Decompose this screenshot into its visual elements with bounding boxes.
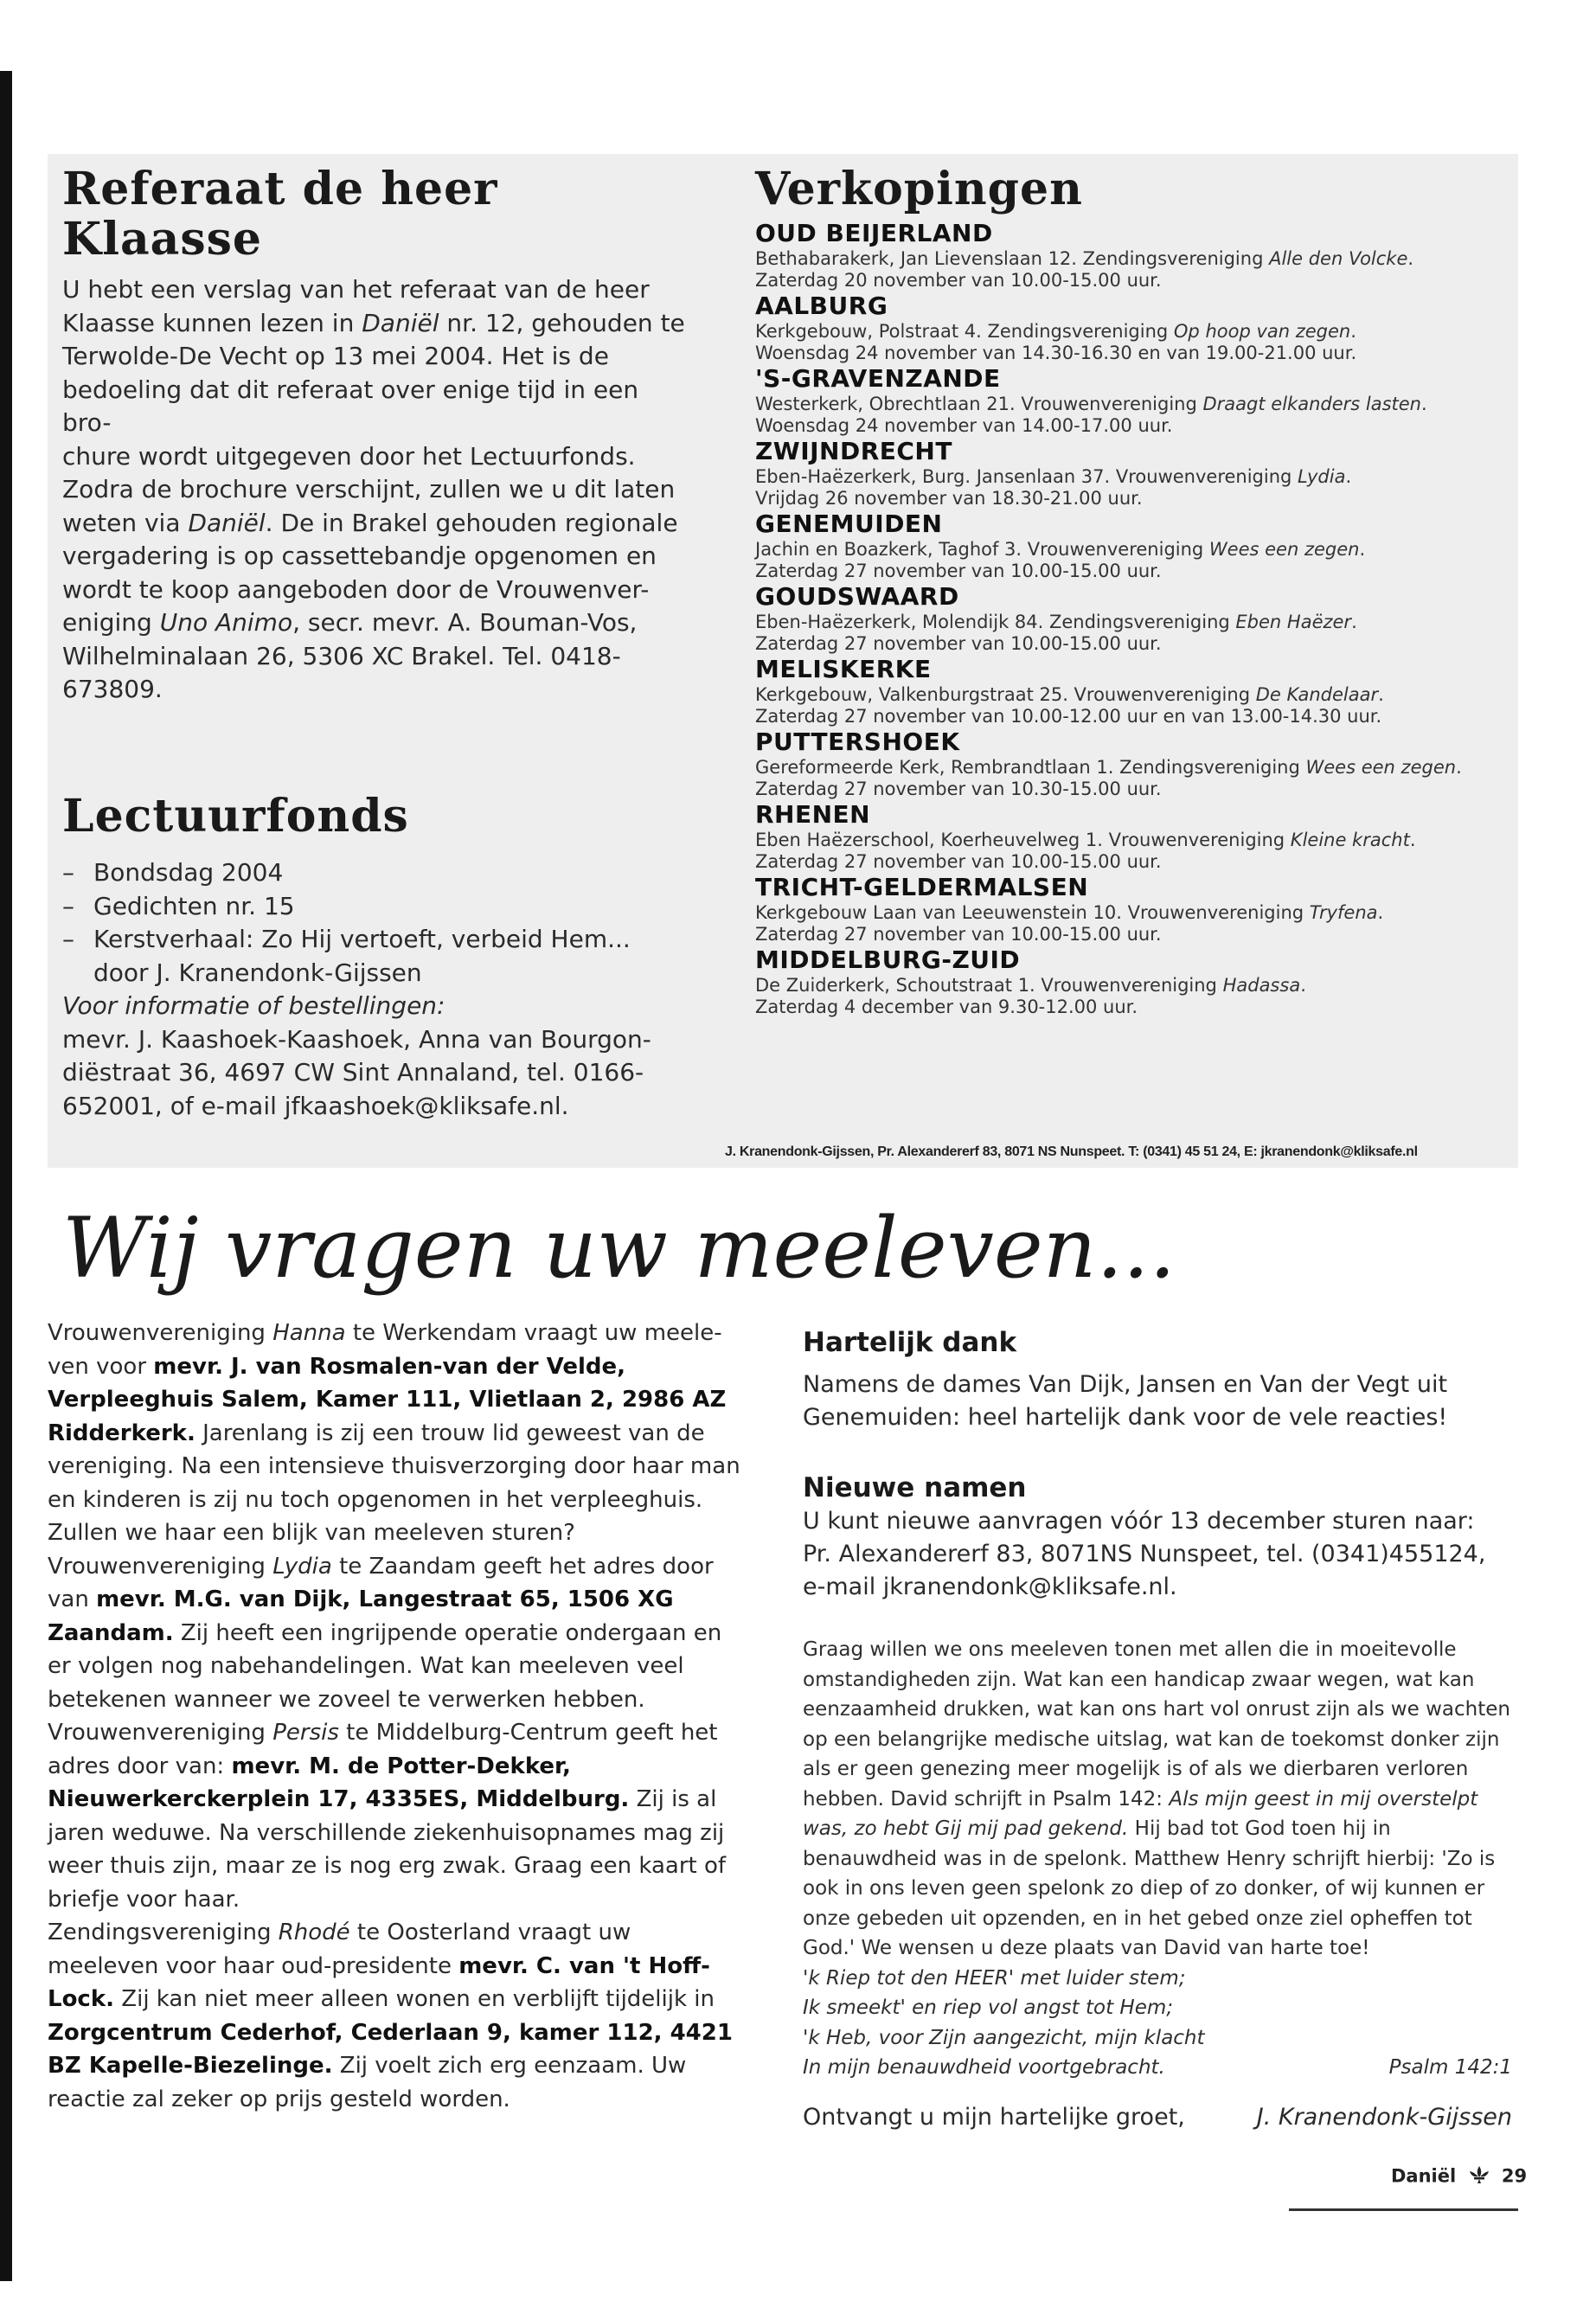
meeleven-paragraph: Vrouwenvereniging Hanna te Werkendam vraagt uw meele-ven voor mevr. J. van Rosmalen-van der Velde, Verpleeghuis Salem, Kamer 111, Vlietlaan 2, 2986 AZ Ridderkerk. Jarenlang is zij een trouw lid geweest van de vereniging. Na een intensieve thuisverzorging door haar man en kinderen is zij nu toch opgenomen in het verpleeghuis. Zullen we haar een blijk van meeleven sturen? [48,1320,740,1546]
info-label: Voor informatie of bestellingen: [62,991,445,1020]
magazine-name: Daniël [1391,2165,1457,2187]
meeleven-paragraph: Vrouwenvereniging Lydia te Zaandam geeft het adres door van mevr. M.G. van Dijk, Langestraat 65, 1506 XG Zaandam. Zij heeft een ingrijpende operatie ondergaan en er volgen nog nabehandelingen. Wat kan meeleven veel betekenen wanneer we zoveel te verwerken hebben. [48,1553,722,1713]
fleur-de-lis-icon [1468,2164,1490,2189]
meditation-text: Graag willen we ons meeleven tonen met allen die in moeitevolle omstandigheden zijn. Wat kan een handicap zwaar wegen, wat kan eenzaamheid drukken, wat kan ons hart vol onrust zijn als we wachten op een belangrijke medische uitslag, wat kan de toekomst donker zijn als er geen genezing meer mogelijk is of als we dierbaren verloren hebben. David schrijft in Psalm 142: Als mijn geest in mij overstelpt was, zo hebt Gij mij pad gekend. Hij bad tot God toen hij in benauwdheid was in de spelonk. Matthew Henry schrijft hierbij: 'Zo is ook in ons leven geen spelonk zo diep of zo donker, of wij kunnen er onze gebeden uit opzenden, en in het gebed onze ziel opheffen tot God.' We wensen u deze plaats van David van harte toe! [803,1638,1510,1959]
closing-line [803,2102,1512,2133]
lectuurfonds-list [62,856,685,990]
meeleven-paragraph: Zendingsvereniging Rhodé te Oosterland vraagt uw meeleven voor haar oud-presidente mevr. C. van 't Hoff-Lock. Zij kan niet meer alleen wonen en verblijft tijdelijk in Zorgcentrum Cederhof, Cederlaan 9, kamer 112, 4421 BZ Kapelle-Biezelinge. Zij voelt zich erg eenzaam. Uw reactie zal zeker op prijs gesteld worden. [48,1920,733,2112]
list-item: – Kerstverhaal: Zo Hij vertoeft, verbeid Hem... [62,923,685,957]
meeleven-paragraph: Vrouwenvereniging Persis te Middelburg-Centrum geeft het adres door van: mevr. M. de Potter-Dekker, Nieuwerkerckerplein 17, 4335ES, Middelburg. Zij is al jaren weduwe. Na verschillende ziekenhuisopnames mag zij weer thuis zijn, maar ze is nog erg zwak. Graag een kaart of briefje voor haar. [48,1720,727,1913]
sale-item: TRICHT-GELDERMALSEN Kerkgebouw Laan van Leeuwenstein 10. Vrouwenvereniging Tryfena. Zaterdag 27 november van 10.00-15.00 uur. [755,873,1384,945]
sale-item: RHENEN Eben Haëzerschool, Koerheuvelweg 1. Vrouwenvereniging Kleine kracht. Zaterdag 27 november van 10.00-15.00 uur. [755,800,1416,872]
sale-item: MIDDELBURG-ZUID De Zuiderkerk, Schoutstraat 1. Vrouwenvereniging Hadassa. Zaterdag 4 december van 9.30-12.00 uur. [755,945,1306,1017]
psalm-reference: Psalm 142:1 [1388,2056,1512,2079]
list-item: – Bondsdag 2004 [62,856,685,890]
list-item: – Gedichten nr. 15 [62,890,685,924]
nieuwe-namen-heading: Nieuwe namen [803,1472,1027,1503]
signature: J. Kranendonk-Gijssen [1256,2104,1512,2131]
hartelijk-dank-text: Namens de dames Van Dijk, Jansen en Van der Vegt uit Genemuiden: heel hartelijk dank voor de vele reacties! [803,1371,1448,1431]
sale-item: OUD BEIJERLAND Bethabarakerk, Jan Lievenslaan 12. Zendingsvereniging Alle den Volcke. Zaterdag 20 november van 10.00-15.00 uur. [755,219,1414,291]
sale-item: AALBURG Kerkgebouw, Polstraat 4. Zendingsvereniging Op hoop van zegen. Woensdag 24 november van 14.30-16.30 en van 19.00-21.00 uur. [755,292,1357,363]
sale-item: 'S-GRAVENZANDE Westerkerk, Obrechtlaan 21. Vrouwenvereniging Draagt elkanders lasten. Woensdag 24 november van 14.00-17.00 uur. [755,364,1427,436]
page-footer [1391,2164,1527,2189]
sale-item: PUTTERSHOEK Gereformeerde Kerk, Rembrandtlaan 1. Zendingsvereniging Wees een zegen. Zaterdag 27 november van 10.30-15.00 uur. [755,727,1462,799]
meeleven-body [48,1317,744,2116]
lectuurfonds-body: – Bondsdag 2004 – Gedichten nr. 15 – Kerstverhaal: Zo Hij vertoeft, verbeid Hem... door J. Kranendonk-Gijssen Voor informatie of bestellingen: mevr. J. Kaashoek-Kaashoek, Anna van Bourgon- diëstraat 36, 4697 CW Sint Annaland, tel. 0166- 652001, of e-mail jfkaashoek@kliksafe.nl. [62,856,685,1123]
lectuurfonds-title: Lectuurfonds [62,790,409,843]
verkopingen-contact: J. Kranendonk-Gijssen, Pr. Alexandererf 83, 8071 NS Nunspeet. T: (0341) 45 51 24, E: jkranendonk@kliksafe.nl [725,1144,1418,1159]
verkopingen-title: Verkopingen [755,163,1083,215]
psalm-poem: 'k Riep tot den HEER' met luider stem; Ik smeekt' en riep vol angst tot Hem; 'k Heb, voor Zijn aangezicht, mijn klacht In mijn benauwdheid voortgebracht. Psalm 142:1 [803,1964,1512,2083]
verkopingen-list [755,219,1508,1018]
scan-page-edge [0,71,12,2281]
page-number: 29 [1501,2165,1528,2187]
closing-greeting: Ontvangt u mijn hartelijke groet, [803,2104,1185,2131]
referaat-title: Referaat de heer Klaasse [62,163,498,266]
sale-item: GOUDSWAARD Eben-Haëzerkerk, Molendijk 84. Zendingsvereniging Eben Haëzer. Zaterdag 27 november van 10.00-15.00 uur. [755,582,1357,654]
nieuwe-namen-section: Nieuwe namen U kunt nieuwe aanvragen vóór 13 december sturen naar: Pr. Alexandererf 83, 8071NS Nunspeet, tel. (0341)455124, e-mail jkranendonk@kliksafe.nl. [803,1471,1512,1604]
sale-item: MELISKERKE Kerkgebouw, Valkenburgstraat 25. Vrouwenvereniging De Kandelaar. Zaterdag 27 november van 10.00-12.00 uur en van 13.00-14.30 uur. [755,655,1384,727]
sale-item: GENEMUIDEN Jachin en Boazkerk, Taghof 3. Vrouwenvereniging Wees een zegen. Zaterdag 27 november van 10.00-15.00 uur. [755,510,1366,581]
hartelijk-dank-section [803,1325,1512,1434]
footer-rule [1289,2208,1518,2211]
referaat-body: U hebt een verslag van het referaat van de heer Klaasse kunnen lezen in Daniël nr. 12, gehouden te Terwolde-De Vecht op 13 mei 2004. Het is de bedoeling dat dit referaat over enige tijd in een bro- chure wordt uitgegeven door het Lectuurfonds. Zodra de brochure verschijnt, zullen we u dit laten weten via Daniël. De in Brakel gehouden regionale vergadering is op cassettebandje opgenomen en wordt te koop aangeboden door de Vrouwenver- eniging Uno Animo, secr. mevr. A. Bouman-Vos, Wilhelminalaan 26, 5306 XC Brakel. Tel. 0418- 673809. [62,275,685,703]
hartelijk-dank-heading: Hartelijk dank [803,1327,1017,1358]
meditation-section [803,1635,1512,2083]
meeleven-title: Wij vragen uw meeleven... [62,1200,1176,1297]
list-item: door J. Kranendonk-Gijssen [93,958,422,987]
sale-item: ZWIJNDRECHT Eben-Haëzerkerk, Burg. Jansenlaan 37. Vrouwenvereniging Lydia. Vrijdag 26 november van 18.30-21.00 uur. [755,437,1352,509]
